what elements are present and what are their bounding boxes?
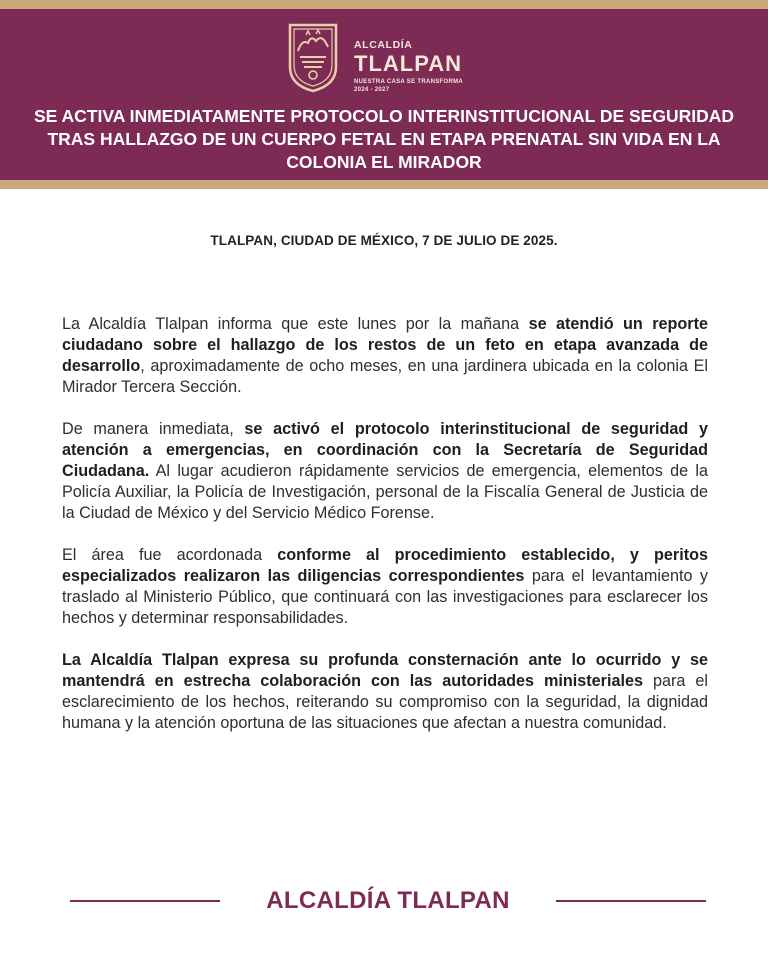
logo-alcaldia-label: ALCALDÍA <box>354 39 413 51</box>
logo-tlalpan-label: TLALPAN <box>354 51 463 76</box>
footer-divider-left <box>70 900 220 902</box>
paragraph-2-bold: se activó el protocolo interinstitucional de seguridad y atención a emergencias, en coordinación con la Secretaría de Seguridad Ciudadana. <box>62 420 709 480</box>
paragraph-2 <box>62 419 708 524</box>
paragraph-2-text-b: Al lugar acudieron rápidamente servicios de emergencia, elementos de la Policía Auxiliar, la Policía de Investigación, personal de la Fiscalía General de Justicia de la Ciudad de México y del Servicio Médico Forense. <box>62 462 708 522</box>
tlalpan-emblem-icon <box>284 21 342 93</box>
paragraph-4-bold: La Alcaldía Tlalpan expresa su profunda consternación ante lo ocurrido y se mantendrá en estrecha colaboración con las autoridades ministeriales <box>62 651 708 690</box>
paragraph-2-text-a: De manera inmediata, <box>62 420 245 438</box>
footer-signature <box>0 884 768 918</box>
paragraph-4 <box>62 650 708 734</box>
alcaldia-logo <box>284 21 494 99</box>
paragraph-3-text-a: El área fue acordonada <box>62 546 278 564</box>
header-banner <box>0 9 768 180</box>
bottom-gold-stripe <box>0 180 768 189</box>
paragraph-1-text-b: , aproximadamente de ocho meses, en una jardinera ubicada en la colonia El Mirador Tercera Sección. <box>62 357 708 396</box>
top-gold-stripe <box>0 0 768 9</box>
logo-tagline: NUESTRA CASA SE TRANSFORMA <box>354 79 464 85</box>
press-headline: SE ACTIVA INMEDIATAMENTE PROTOCOLO INTERINSTITUCIONAL DE SEGURIDAD TRAS HALLAZGO DE UN CUERPO FETAL EN ETAPA PRENATAL SIN VIDA EN LA COLONIA EL MIRADOR <box>33 106 735 172</box>
paragraph-4-text: para el esclarecimiento de los hechos, reiterando su compromiso con la seguridad, la dignidad humana y la atención oportuna de las situaciones que afectan a nuestra comunidad. <box>62 672 708 732</box>
paragraph-1-bold: se atendió un reporte ciudadano sobre el hallazgo de los restos de un feto en etapa avanzada de desarrollo <box>62 315 708 375</box>
paragraph-3-text-b: para el levantamiento y traslado al Ministerio Público, que continuará con las investigaciones para esclarecer los hechos y determinar responsabilidades. <box>62 567 708 627</box>
paragraph-1-text-a: La Alcaldía Tlalpan informa que este lunes por la mañana <box>62 315 529 333</box>
press-release-body <box>62 314 708 755</box>
logo-wordmark <box>354 39 463 94</box>
paragraph-3-bold: conforme al procedimiento establecido, y peritos especializados realizaron las diligencias correspondientes <box>62 546 708 585</box>
footer-divider-right <box>556 900 706 902</box>
paragraph-1 <box>62 314 708 398</box>
footer-brand-name: ALCALDÍA TLALPAN <box>266 887 510 914</box>
paragraph-3 <box>62 545 708 629</box>
logo-years: 2024 - 2027 <box>354 87 390 93</box>
dateline: TLALPAN, CIUDAD DE MÉXICO, 7 DE JULIO DE 2025. <box>210 233 558 248</box>
